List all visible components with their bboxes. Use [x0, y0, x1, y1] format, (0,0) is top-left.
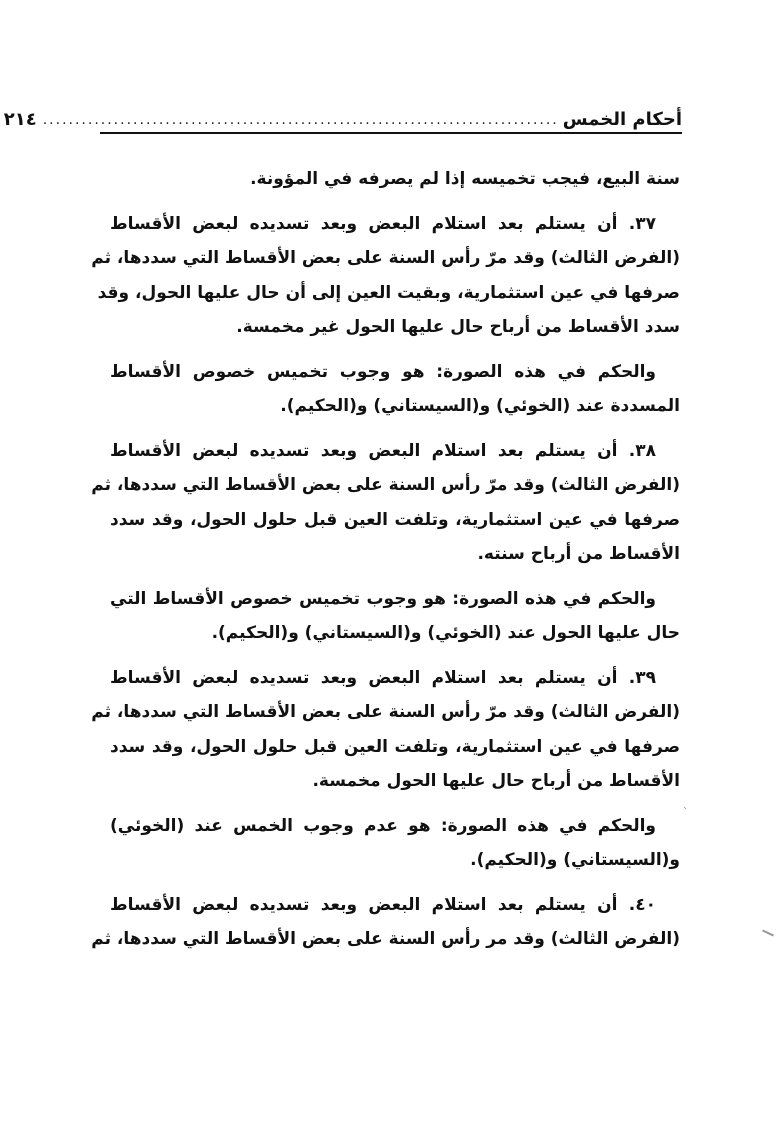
paragraph-ruling-37: [110, 355, 680, 424]
page-body: [91, 162, 680, 957]
header-leader-dots: ................................................................................: [42, 112, 559, 128]
text-line: صرفها في عين استثمارية، وتلفت العين قبل حلول الحول، وقد سدد: [110, 736, 680, 757]
text-line: (الفرض الثالث) وقد مرّ رأس السنة على بعض الأقساط التي سددها، ثم: [91, 475, 680, 495]
paragraph-ruling-38: [110, 582, 680, 651]
paragraph-case-38: [91, 434, 680, 572]
paragraph-case-37: [91, 207, 680, 345]
header-rule: [100, 132, 682, 134]
text-line: المسددة عند (الخوئي) و(السيستاني) و(الحكيم).: [280, 396, 680, 416]
page-number: ٢١٤: [3, 109, 37, 130]
text-line: والحكم في هذه الصورة: هو وجوب تخميس خصوص الأقساط التي: [110, 588, 656, 609]
book-title: أحكام الخمس: [562, 109, 682, 130]
text-line: الأقساط من أرباح سنته.: [477, 544, 680, 564]
text-line: حال عليها الحول عند (الخوئي) و(السيستاني) و(الحكيم).: [211, 623, 680, 643]
running-header: [3, 96, 682, 130]
text-line: ٣٩. أن يستلم بعد استلام البعض وبعد تسديده لبعض الأقساط: [110, 667, 656, 688]
text-line: صرفها في عين استثمارية، وتلفت العين قبل حلول الحول، وقد سدد: [110, 509, 680, 530]
scan-speck: ˋ: [683, 807, 688, 818]
text-line: و(السيستاني) و(الحكيم).: [470, 850, 680, 870]
paragraph-case-40: [91, 888, 680, 957]
text-line: والحكم في هذه الصورة: هو عدم وجوب الخمس عند (الخوئي): [110, 815, 656, 836]
paragraph-ruling-39: [110, 809, 680, 878]
text-line: ٣٨. أن يستلم بعد استلام البعض وبعد تسديده لبعض الأقساط: [110, 440, 656, 461]
text-line: صرفها في عين استثمارية، وبقيت العين إلى أن حال عليها الحول، وقد: [97, 282, 680, 303]
text-line: (الفرض الثالث) وقد مر رأس السنة على بعض الأقساط التي سددها، ثم: [91, 929, 680, 949]
text-line: ٣٧. أن يستلم بعد استلام البعض وبعد تسديده لبعض الأقساط: [110, 213, 656, 234]
text-line: سنة البيع، فيجب تخميسه إذا لم يصرفه في المؤونة.: [250, 169, 680, 189]
scan-mark: [762, 930, 774, 937]
text-line: الأقساط من أرباح حال عليها الحول مخمسة.: [312, 771, 680, 791]
text-line: سدد الأقساط من أرباح حال عليها الحول غير مخمسة.: [236, 317, 680, 337]
paragraph-case-39: [91, 661, 680, 799]
text-line: والحكم في هذه الصورة: هو وجوب تخميس خصوص الأقساط: [110, 361, 656, 382]
text-line: (الفرض الثالث) وقد مرّ رأس السنة على بعض الأقساط التي سددها، ثم: [91, 248, 680, 268]
text-line: ٤٠. أن يستلم بعد استلام البعض وبعد تسديده لبعض الأقساط: [110, 894, 656, 915]
text-line: (الفرض الثالث) وقد مرّ رأس السنة على بعض الأقساط التي سددها، ثم: [91, 702, 680, 722]
paragraph-continuation: [110, 162, 680, 197]
